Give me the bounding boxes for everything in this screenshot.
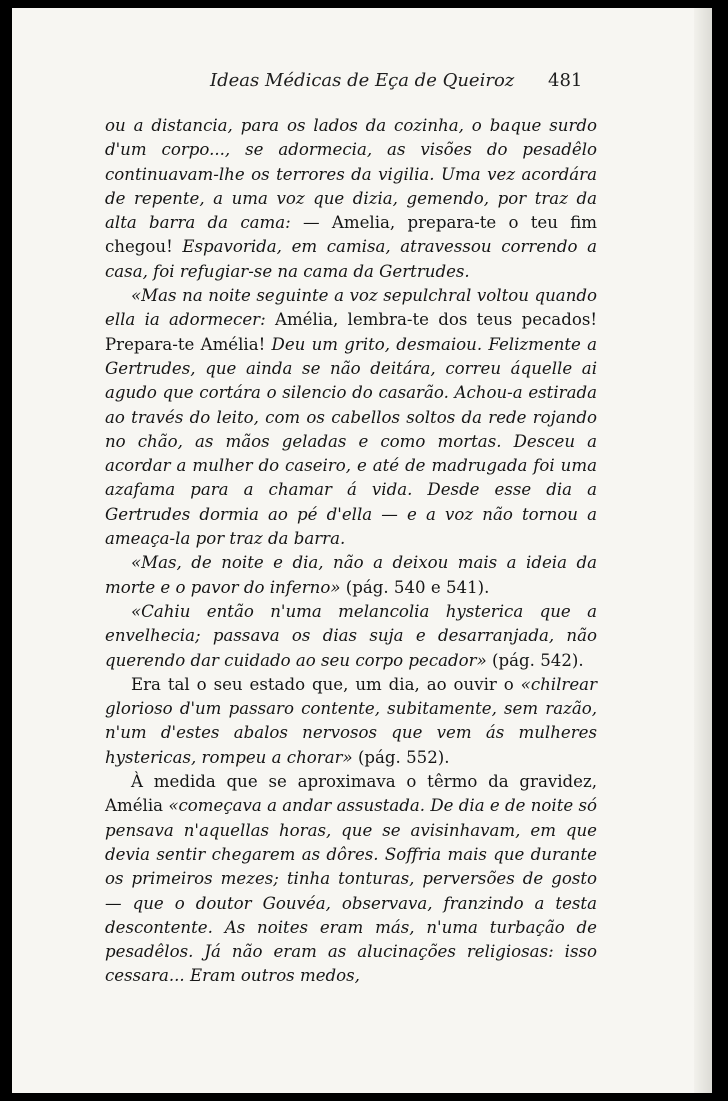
paragraph [105,114,597,284]
body-text [105,114,597,989]
paragraph [105,770,597,989]
text-segment: (pág. 540 e 541). [340,577,490,597]
paragraph [105,284,597,551]
text-segment: À medida que se aproximava o têrmo da gravidez, Amélia [105,772,597,816]
text-segment: Era tal o seu estado que, um dia, ao ouvir o [131,674,521,694]
text-segment: «Mas na noite seguinte a voz sepulchral voltou quando ella ia adormecer: [105,286,597,330]
text-segment: Amélia, lembra-te dos teus pecados! Prepara-te Amélia! [105,310,598,354]
text-segment: «começava a andar assustada. De dia e de noite só pensava n'aquellas horas, que se avisinhavam, em que devia sentir chegarem as dôres. Soffria mais que durante os primeiros mezes; tinha tonturas, perversões de gosto — que o doutor Gouvéa, observava, franzindo a testa descontente. As noites eram más, n'uma turbação de pesadêlos. Já não eram as alucinações religiosas: isso cessara... Eram outros medos, [105,796,597,986]
text-segment: Espavorida, em camisa, atravessou correndo a casa, foi refugiar-se na cama da Gertrudes. [105,237,597,281]
running-title: Ideas Médicas de Eça de Queiroz [210,70,515,91]
paragraph [105,600,597,673]
page-gutter-shadow [694,8,712,1093]
paragraph [105,673,597,770]
book-page [12,8,712,1093]
text-segment: Deu um grito, desmaiou. Felizmente a Gertrudes, que ainda se não deitára, correu áquelle ai agudo que cortára o silencio do casarão. Achou-a estirada ao través do leito, com os cabellos soltos da rede rojando no chão, as mãos geladas e como mortas. Desceu a acordar a mulher do caseiro, e até de madrugada foi uma azafama para a chamar á vida. Desde esse dia a Gertrudes dormia ao pé d'ella — e a voz não tornou a ameaça-la por traz da barra. [105,334,597,549]
text-segment: «Mas, de noite e dia, não a deixou mais a ideia da morte e o pavor do inferno» [105,553,597,597]
page-number: 481 [548,70,583,91]
text-segment: ou a distancia, para os lados da cozinha, o baque surdo d'um corpo..., se adormecia, as visões do pesadêlo continuavam-lhe os terrores da vigilia. Uma vez acordára de repente, a uma voz que dizia, gemendo, por traz da alta barra da cama: [105,116,597,233]
text-segment: (pág. 542). [486,650,584,670]
text-segment: «Cahiu então n'uma melancolia hysterica que a envelhecia; passava os dias suja e desarranjada, não querendo dar cuidado ao seu corpo pecador» [105,601,597,670]
text-segment: — Amelia, prepara-te o teu fim chegou! [105,213,598,257]
text-segment: (pág. 552). [352,747,450,767]
paragraph [105,551,597,600]
text-segment: «chilrear glorioso d'um passaro contente, subitamente, sem razão, n'um d'estes abalos nervosos que vem ás mulheres hystericas, rompeu a chorar» [105,674,597,767]
